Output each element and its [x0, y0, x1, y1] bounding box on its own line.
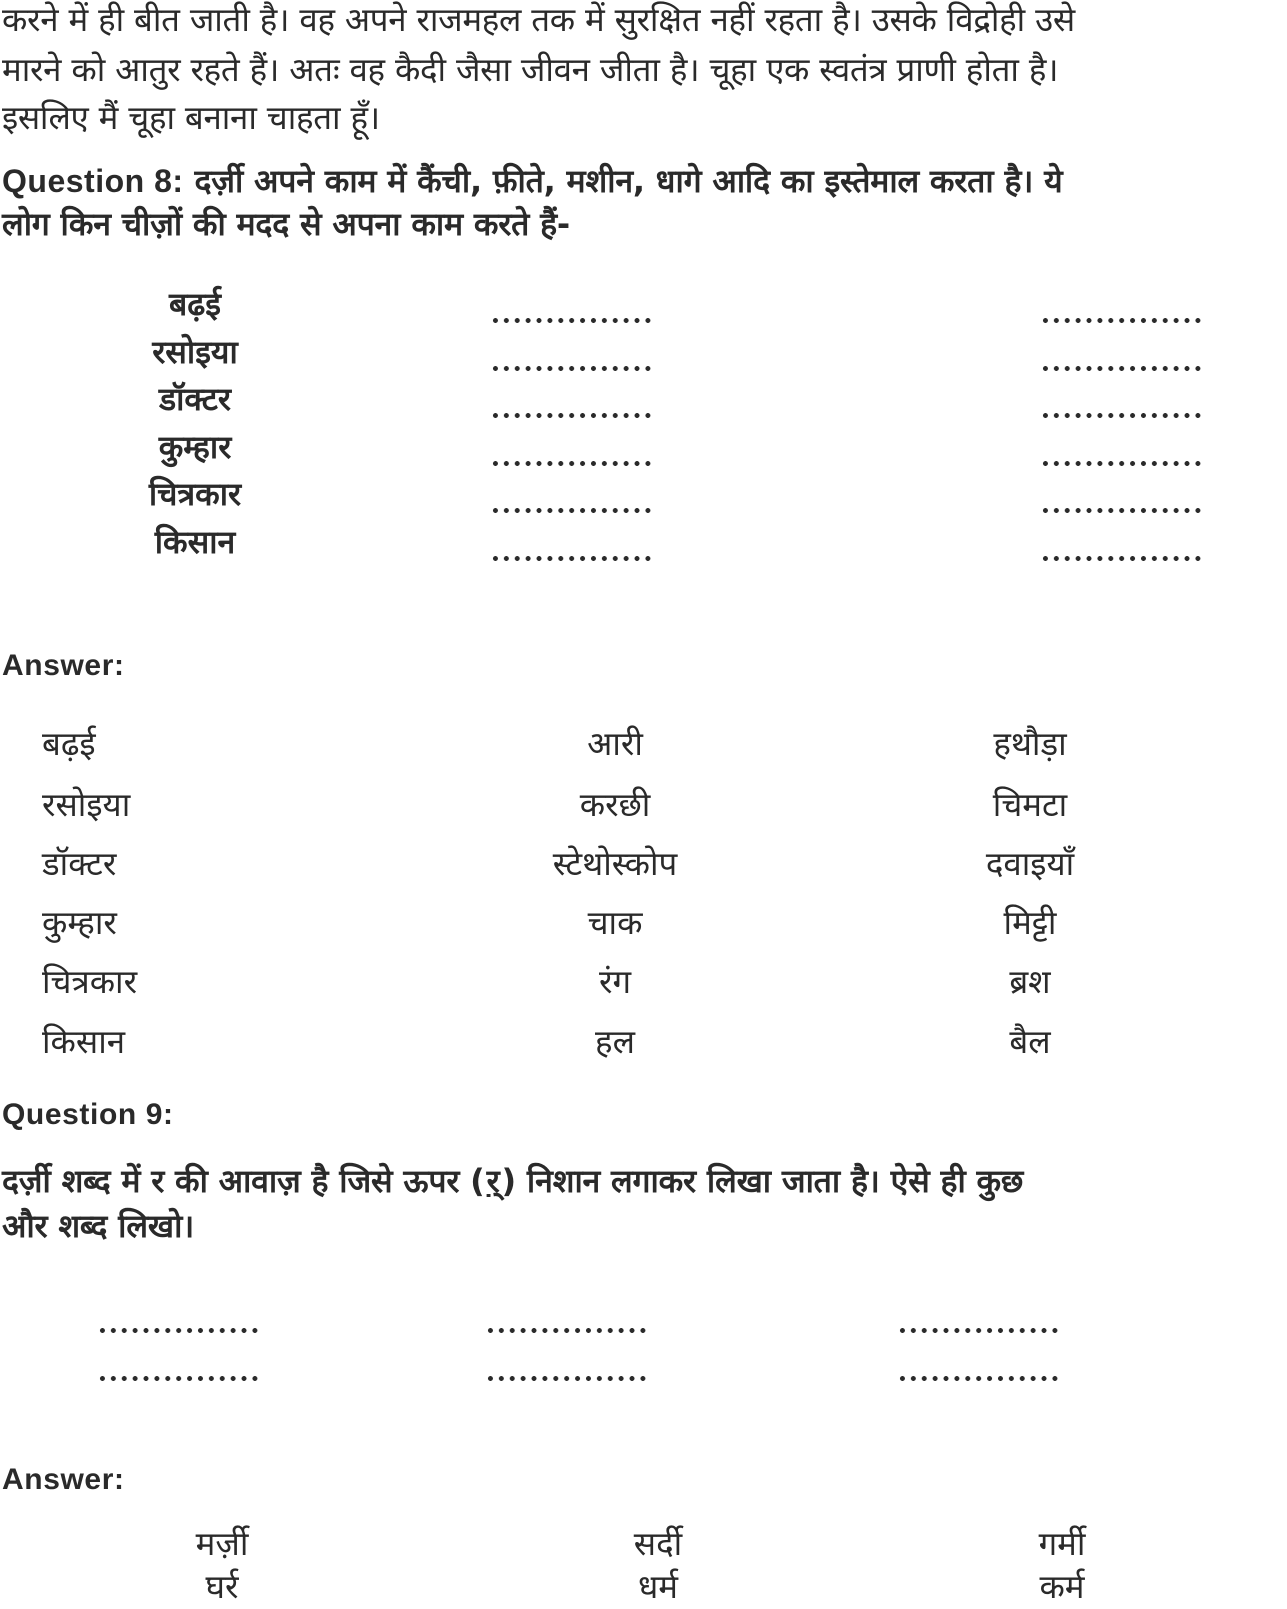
- intro-line-3: इसलिए मैं चूहा बनाना चाहता हूँ।: [2, 98, 380, 137]
- blank-grid-row: [0, 1328, 1287, 1338]
- answer-tool-1: हल: [595, 1022, 635, 1061]
- answer-tool-2: मिट्टी: [1003, 903, 1057, 942]
- fill-in-blank: [490, 508, 652, 513]
- answer-9-row: [0, 1565, 1287, 1609]
- fill-in-blank: [897, 1328, 1059, 1333]
- answer-tool-1: रंग: [598, 962, 632, 1001]
- fill-in-blank: [1040, 461, 1202, 466]
- fill-in-blank: [1040, 318, 1202, 323]
- fill-in-blank: [490, 318, 652, 323]
- answer-row: [0, 842, 1287, 900]
- fill-in-blank: [485, 1376, 647, 1381]
- answer-person: किसान: [42, 1022, 126, 1061]
- answer-tool-2: बैल: [1009, 1022, 1051, 1061]
- answer-9-row: [0, 1522, 1287, 1566]
- fill-in-blank: [490, 413, 652, 418]
- fill-in-blank: [97, 1328, 259, 1333]
- blank-row-word: डॉक्टर: [158, 380, 232, 418]
- fill-in-blank: [490, 461, 652, 466]
- answer-person: चित्रकार: [42, 962, 138, 1001]
- answer-9-word: सर्दी: [633, 1524, 683, 1563]
- blank-row: [0, 523, 1287, 576]
- fill-in-blank: [1040, 508, 1202, 513]
- question-9-line-1: [2, 1160, 1284, 1202]
- answer-row: [0, 960, 1287, 1018]
- question-9-line-2: और शब्द लिखो।: [2, 1207, 195, 1245]
- question-8-line-2: लोग किन चीज़ों की मदद से अपना काम करते हैं-: [2, 205, 570, 243]
- fill-in-blank: [97, 1376, 259, 1381]
- question-8-text-1: दर्ज़ी अपने काम में कैंची, फ़ीते, मशीन, धागे आदि का इस्तेमाल करता है। ये: [194, 162, 1063, 200]
- blank-row-word: बढ़ई: [168, 285, 221, 323]
- answer-row: [0, 1020, 1287, 1078]
- answer-tool-2: दवाइयाँ: [985, 844, 1075, 883]
- answer-tool-1: स्टेथोस्कोप: [552, 844, 678, 883]
- answer-8-label: Answer:: [2, 649, 125, 682]
- answer-9-word: कर्म: [1039, 1567, 1085, 1606]
- fill-in-blank: [485, 1328, 647, 1333]
- question-8-line-1: [2, 160, 1284, 202]
- answer-9-word: धर्म: [637, 1567, 679, 1606]
- answer-person: कुम्हार: [42, 903, 117, 942]
- answer-person: डॉक्टर: [42, 844, 117, 883]
- intro-line-2: मारने को आतुर रहते हैं। अतः वह कैदी जैसा जीवन जीता है। चूहा एक स्वतंत्र प्राणी होता है।: [2, 50, 1059, 89]
- question-9-label: Question 9:: [2, 1098, 174, 1131]
- answer-tool-2: ब्रश: [1009, 962, 1051, 1001]
- fill-in-blank: [1040, 413, 1202, 418]
- fill-in-blank: [1040, 556, 1202, 561]
- answer-tool-2: चिमटा: [992, 785, 1068, 824]
- reph-mark-symbol: र्: [486, 1162, 500, 1200]
- answer-tool-1: चाक: [587, 903, 643, 942]
- question-8-label: Question 8:: [2, 163, 184, 199]
- answer-tool-1: आरी: [587, 724, 643, 763]
- blank-row-word: चित्रकार: [148, 475, 242, 513]
- answer-row: [0, 901, 1287, 959]
- answer-9-label: Answer:: [2, 1463, 125, 1496]
- question-9-text-1: दर्ज़ी शब्द में र की आवाज़ है जिसे ऊपर (: [2, 1162, 485, 1200]
- answer-person: बढ़ई: [42, 724, 96, 763]
- answer-tool-2: हथौड़ा: [993, 724, 1067, 763]
- blank-row-word: रसोइया: [152, 333, 238, 371]
- question-9-text-2: ) निशान लगाकर लिखा जाता है। ऐसे ही कुछ: [501, 1162, 1024, 1200]
- answer-tool-1: करछी: [579, 785, 651, 824]
- fill-in-blank: [1040, 366, 1202, 371]
- answer-row: [0, 783, 1287, 841]
- fill-in-blank: [490, 556, 652, 561]
- answer-9-word: मर्ज़ी: [195, 1524, 249, 1563]
- fill-in-blank: [897, 1376, 1059, 1381]
- answer-person: रसोइया: [42, 785, 131, 824]
- blank-row-word: कुम्हार: [158, 428, 232, 466]
- blank-grid-row: [0, 1376, 1287, 1386]
- blank-row-word: किसान: [154, 523, 236, 561]
- fill-in-blank: [490, 366, 652, 371]
- intro-line-1: करने में ही बीत जाती है। वह अपने राजमहल तक में सुरक्षित नहीं रहता है। उसके विद्रोही उसे: [2, 0, 1075, 39]
- answer-row: [0, 722, 1287, 780]
- answer-9-word: घर्र: [205, 1567, 239, 1606]
- answer-9-word: गर्मी: [1038, 1524, 1086, 1563]
